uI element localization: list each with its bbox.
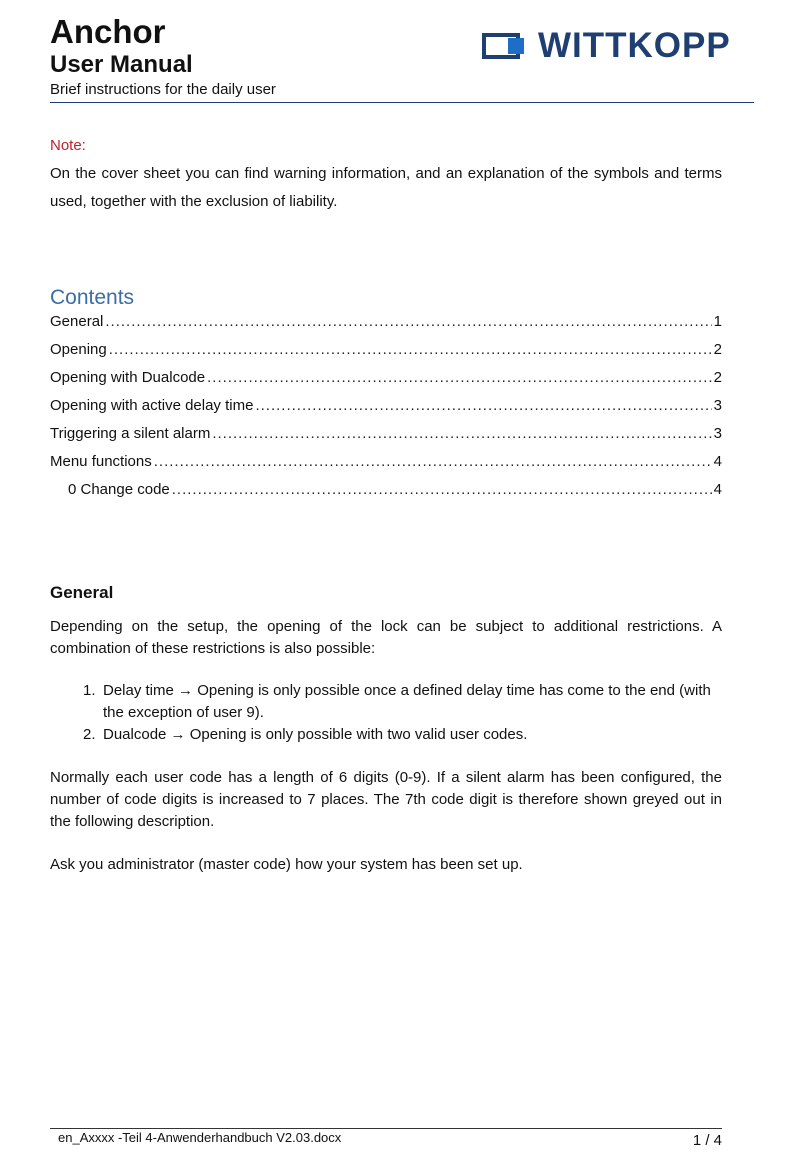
toc-entry-page: 2 xyxy=(713,341,722,358)
toc-entry-change-code[interactable] xyxy=(50,480,722,508)
toc-entry-page: 4 xyxy=(713,481,722,498)
toc-entry-title: Opening with active delay time xyxy=(50,397,254,414)
wittkopp-logo xyxy=(480,26,762,66)
toc-entry-page: 4 xyxy=(713,453,722,470)
contents-heading: Contents xyxy=(50,286,135,309)
document-brief: Brief instructions for the daily user xyxy=(50,81,276,98)
general-intro-paragraph: Depending on the setup, the opening of the lock can be subject to additional restrictions. A combination of these restrictions is also possible: xyxy=(50,618,722,657)
toc-entry-opening-delay[interactable] xyxy=(50,396,722,424)
document-subtitle: User Manual xyxy=(50,51,193,78)
code-length-paragraph: Normally each user code has a length of 6 digits (0-9). If a silent alarm has been configured, the number of code digits is increased to 7 places. The 7th code digit is therefore shown greyed out in the following description. xyxy=(50,769,722,830)
list-item-number: 1. xyxy=(83,682,96,699)
list-item-number: 2. xyxy=(83,726,96,743)
toc-entry-opening[interactable] xyxy=(50,340,722,368)
note-label: Note: xyxy=(50,137,86,154)
toc-entry-opening-dualcode[interactable] xyxy=(50,368,722,396)
restrictions-list xyxy=(50,680,722,746)
toc-entry-page: 1 xyxy=(713,313,722,330)
footer-filename: en_Axxxx -Teil 4-Anwenderhandbuch V2.03.docx xyxy=(58,1130,342,1145)
toc-entry-general[interactable] xyxy=(50,312,722,340)
list-item xyxy=(50,724,722,746)
document-title: Anchor xyxy=(50,13,166,50)
list-item-text: Dualcode → Opening is only possible with two valid user codes. xyxy=(103,726,528,743)
list-item-text: Delay time → Opening is only possible once a defined delay time has come to the end (with the exception of user 9). xyxy=(103,682,711,721)
toc-entry-title: Triggering a silent alarm xyxy=(50,425,211,442)
toc-entry-title: 0 Change code xyxy=(68,481,170,498)
toc-entry-page: 3 xyxy=(713,425,722,442)
logo-mark-icon xyxy=(480,30,538,62)
toc-entry-menu-functions[interactable] xyxy=(50,452,722,480)
logo-text: WITTKOPP xyxy=(538,26,731,65)
note-text: On the cover sheet you can find warning information, and an explanation of the symbols and terms used, together with the exclusion of liability. xyxy=(50,165,722,210)
toc-entry-page: 3 xyxy=(713,397,722,414)
table-of-contents xyxy=(50,312,722,508)
toc-entry-page: 2 xyxy=(713,369,722,386)
toc-entry-title: Menu functions xyxy=(50,453,152,470)
toc-entry-title: Opening with Dualcode xyxy=(50,369,206,386)
footer-page-number: 1 / 4 xyxy=(692,1132,722,1149)
section-heading-general: General xyxy=(50,583,114,602)
administrator-paragraph: Ask you administrator (master code) how your system has been set up. xyxy=(50,856,523,873)
header-divider xyxy=(50,102,754,103)
toc-entry-title: Opening xyxy=(50,341,107,358)
toc-entry-silent-alarm[interactable] xyxy=(50,424,722,452)
toc-entry-title: General xyxy=(50,313,104,330)
list-item xyxy=(50,680,722,724)
